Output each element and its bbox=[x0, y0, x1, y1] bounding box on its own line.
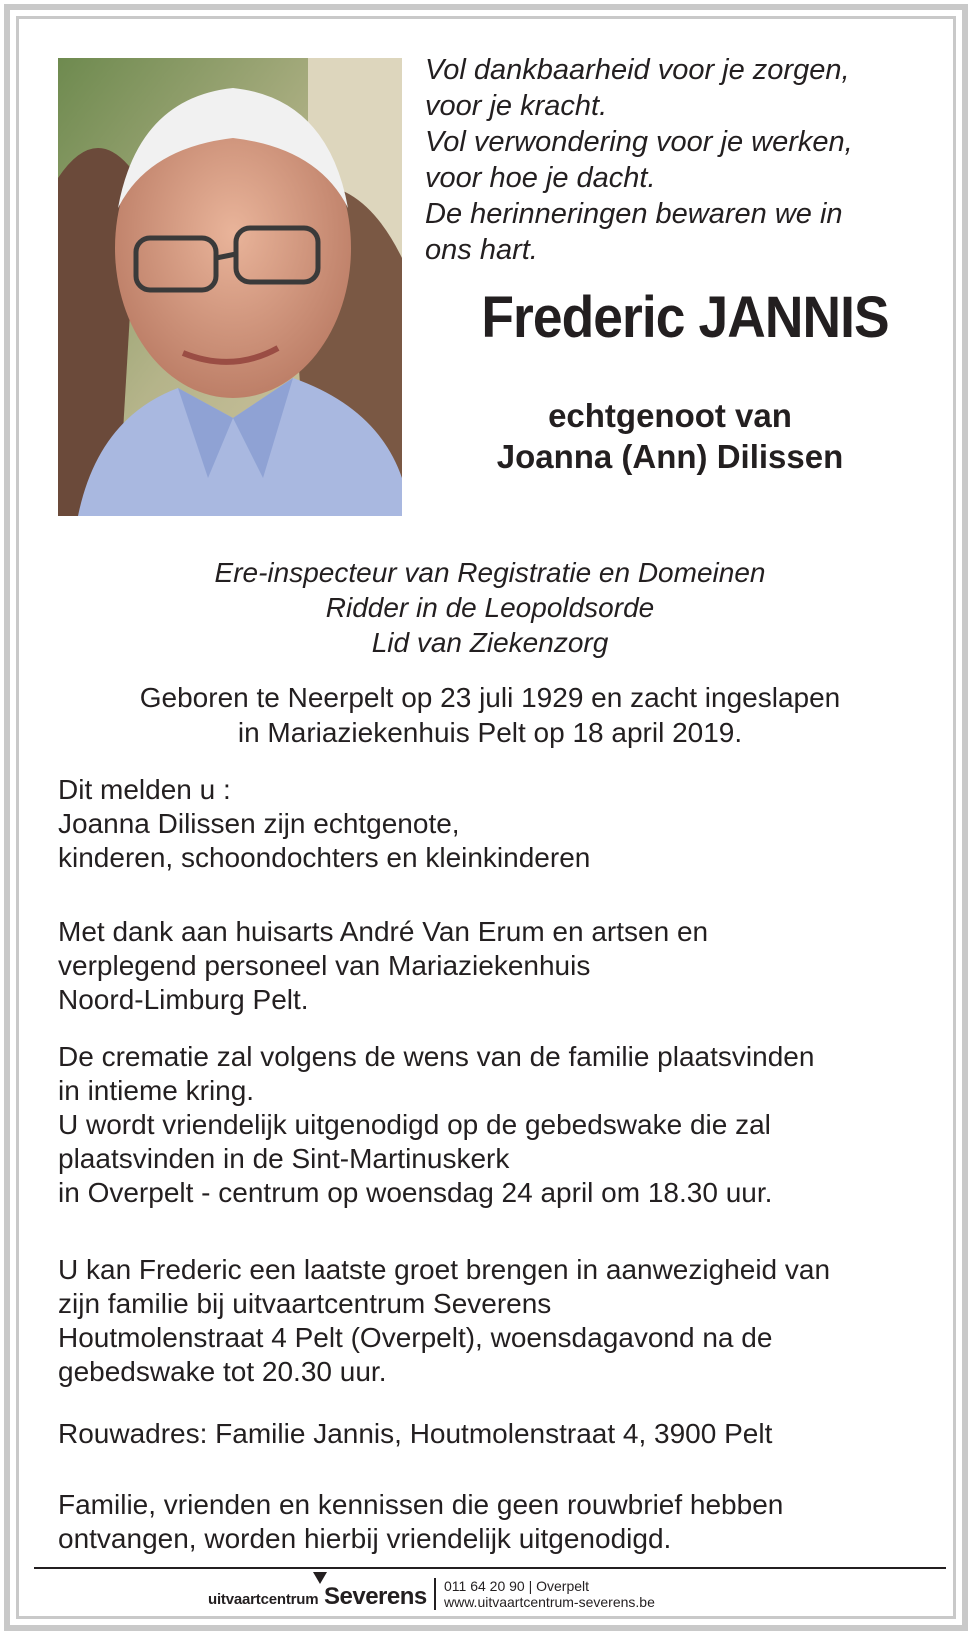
footer-separator bbox=[434, 1578, 436, 1610]
invitation-paragraph bbox=[58, 1488, 938, 1556]
birth-line: Geboren te Neerpelt op 23 juli 1929 en zacht ingeslapen bbox=[139, 682, 841, 713]
announcement bbox=[58, 773, 938, 875]
title-line: Ridder in de Leopoldsorde bbox=[325, 592, 655, 623]
birth-line: in Mariaziekenhuis Pelt op 18 april 2019. bbox=[237, 717, 743, 748]
cremation-line: De crematie zal volgens de wens van de familie plaatsvinden bbox=[58, 1041, 815, 1072]
invite-line: Familie, vrienden en kennissen die geen rouwbrief hebben bbox=[58, 1489, 784, 1520]
title-line: Ere-inspecteur van Registratie en Domeinen bbox=[214, 557, 766, 588]
announce-line: Joanna Dilissen zijn echtgenote, bbox=[58, 808, 460, 839]
footer-phone: 011 64 20 90 | Overpelt bbox=[444, 1578, 590, 1594]
cremation-line: in intieme kring. bbox=[58, 1075, 255, 1106]
invite-line: ontvangen, worden hierbij vriendelijk uitgenodigd. bbox=[58, 1523, 672, 1554]
footer bbox=[0, 1574, 980, 1614]
cremation-line: in Overpelt - centrum op woensdag 24 april om 18.30 uur. bbox=[58, 1177, 773, 1208]
spouse-relation: echtgenoot van bbox=[548, 397, 792, 434]
greeting-line: gebedswake tot 20.30 uur. bbox=[58, 1356, 387, 1387]
thanks-line: Met dank aan huisarts André Van Erum en artsen en bbox=[58, 916, 709, 947]
thanks-paragraph bbox=[58, 915, 938, 1017]
greeting-paragraph bbox=[58, 1253, 938, 1389]
deceased-name: Frederic JANNIS bbox=[481, 285, 889, 350]
announce-line: Dit melden u : bbox=[58, 774, 231, 805]
poem-line: voor hoe je dacht. bbox=[425, 162, 656, 194]
footer-brand-small: uitvaartcentrum bbox=[208, 1591, 319, 1608]
thanks-line: Noord-Limburg Pelt. bbox=[58, 984, 309, 1015]
portrait-photo bbox=[58, 58, 402, 516]
cremation-line: plaatsvinden in de Sint-Martinuskerk bbox=[58, 1143, 510, 1174]
cremation-paragraph bbox=[58, 1040, 938, 1210]
footer-divider bbox=[34, 1567, 946, 1569]
honorary-titles bbox=[60, 555, 920, 660]
spouse-name: Joanna (Ann) Dilissen bbox=[496, 438, 844, 475]
footer-contact bbox=[444, 1578, 655, 1610]
poem-line: Vol dankbaarheid voor je zorgen, bbox=[425, 54, 850, 86]
poem-line: ons hart. bbox=[425, 234, 538, 266]
spouse-block bbox=[440, 395, 900, 477]
mourning-address bbox=[58, 1417, 938, 1451]
poem bbox=[425, 52, 945, 268]
cremation-line: U wordt vriendelijk uitgenodigd op de gebedswake die zal bbox=[58, 1109, 771, 1140]
birth-death-info bbox=[60, 680, 920, 750]
greeting-line: Houtmolenstraat 4 Pelt (Overpelt), woensdagavond na de bbox=[58, 1322, 773, 1353]
poem-line: Vol verwondering voor je werken, bbox=[425, 126, 853, 158]
greeting-line: zijn familie bij uitvaartcentrum Severens bbox=[58, 1288, 552, 1319]
address-line: Rouwadres: Familie Jannis, Houtmolenstraat 4, 3900 Pelt bbox=[58, 1418, 773, 1449]
greeting-line: U kan Frederic een laatste groet brengen in aanwezigheid van bbox=[58, 1254, 831, 1285]
poem-line: De herinneringen bewaren we in bbox=[425, 198, 843, 230]
thanks-line: verplegend personeel van Mariaziekenhuis bbox=[58, 950, 591, 981]
poem-line: voor je kracht. bbox=[425, 90, 608, 122]
title-line: Lid van Ziekenzorg bbox=[371, 627, 609, 658]
footer-website[interactable]: www.uitvaartcentrum-severens.be bbox=[444, 1594, 655, 1610]
announce-line: kinderen, schoondochters en kleinkinderen bbox=[58, 842, 591, 873]
footer-brand-big: Severens bbox=[324, 1583, 427, 1610]
